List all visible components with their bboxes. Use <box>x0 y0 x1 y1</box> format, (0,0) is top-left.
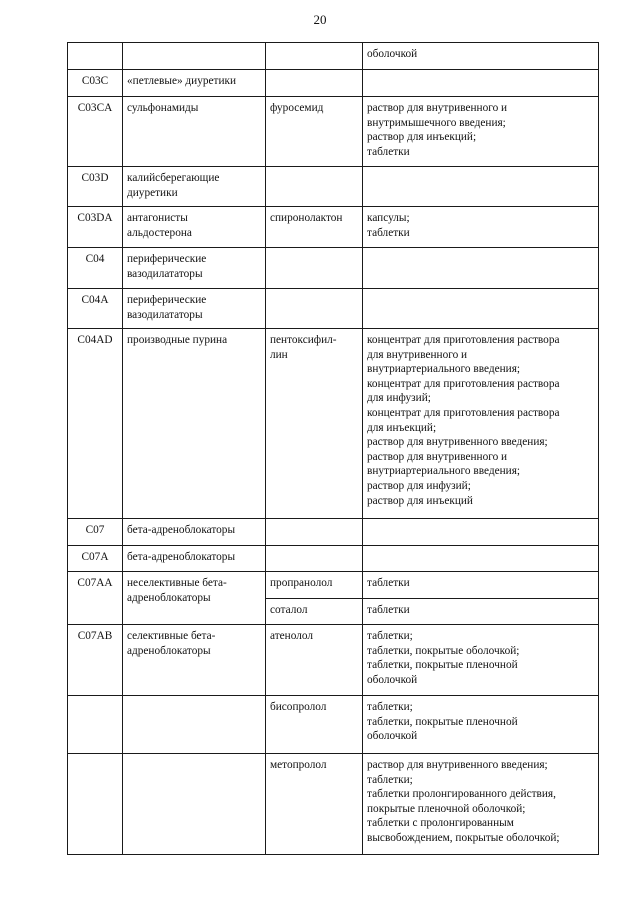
atc-code-cell: C04AD <box>68 329 123 519</box>
table-row <box>68 248 599 289</box>
dosage-form-cell: раствор для внутривенного введения; таблетки; таблетки пролонгированного действия, покрытые пленочной оболочкой; таблетки с пролонгированным высвобождением, покрытые оболочкой; <box>363 754 599 855</box>
dosage-form-cell: таблетки; таблетки, покрытые оболочкой; таблетки, покрытые пленочной оболочкой <box>363 625 599 696</box>
page-number: 20 <box>313 12 327 27</box>
table-row <box>68 625 599 696</box>
group-name-cell: селективные бета- адреноблокаторы <box>123 625 266 696</box>
drug-name-cell: спиронолактон <box>266 207 363 248</box>
table-row <box>68 70 599 97</box>
drug-name-cell <box>266 167 363 207</box>
medication-table <box>67 42 599 855</box>
group-name-cell: неселективные бета- адреноблокаторы <box>123 572 266 625</box>
drug-name-cell <box>266 519 363 546</box>
table-row <box>68 572 599 599</box>
drug-name-cell: соталол <box>266 599 363 625</box>
table-row <box>68 207 599 248</box>
dosage-form-cell: капсулы; таблетки <box>363 207 599 248</box>
dosage-form-cell: таблетки <box>363 599 599 625</box>
dosage-form-cell: раствор для внутривенного и внутримышечного введения; раствор для инъекций; таблетки <box>363 97 599 167</box>
atc-code-cell: C07A <box>68 546 123 572</box>
dosage-form-cell <box>363 248 599 289</box>
group-name-cell: бета-адреноблокаторы <box>123 546 266 572</box>
group-name-cell <box>123 43 266 70</box>
table-row <box>68 546 599 572</box>
dosage-form-cell: таблетки <box>363 572 599 599</box>
dosage-form-cell <box>363 70 599 97</box>
dosage-form-cell <box>363 167 599 207</box>
dosage-form-cell: концентрат для приготовления раствора для внутривенного и внутриартериального введения; концентрат для приготовления раствора для инфузий; концентрат для приготовления раствора для инъекций; раствор для внутривенного введения; раствор для внутривенного и внутриартериального введения; раствор для инфузий; раствор для инъекций <box>363 329 599 519</box>
atc-code-cell: C04 <box>68 248 123 289</box>
group-name-cell: периферические вазодилататоры <box>123 248 266 289</box>
table-row <box>68 167 599 207</box>
table-row <box>68 43 599 70</box>
drug-name-cell: атенолол <box>266 625 363 696</box>
table-row <box>68 289 599 329</box>
dosage-form-cell: оболочкой <box>363 43 599 70</box>
drug-name-cell <box>266 546 363 572</box>
atc-code-cell: C07 <box>68 519 123 546</box>
atc-code-cell: C07AB <box>68 625 123 696</box>
dosage-form-cell <box>363 289 599 329</box>
atc-code-cell: C03DA <box>68 207 123 248</box>
atc-code-cell: C03D <box>68 167 123 207</box>
table-row <box>68 329 599 519</box>
group-name-cell: бета-адреноблокаторы <box>123 519 266 546</box>
group-name-cell: периферические вазодилататоры <box>123 289 266 329</box>
atc-code-cell: C04A <box>68 289 123 329</box>
drug-name-cell: пропранолол <box>266 572 363 599</box>
dosage-form-cell: таблетки; таблетки, покрытые пленочной оболочкой <box>363 696 599 754</box>
atc-code-cell: C03C <box>68 70 123 97</box>
group-name-cell: производные пурина <box>123 329 266 519</box>
dosage-form-cell <box>363 546 599 572</box>
group-name-cell: сульфонамиды <box>123 97 266 167</box>
drug-name-cell <box>266 289 363 329</box>
group-name-cell <box>123 754 266 855</box>
table-row <box>68 696 599 754</box>
group-name-cell <box>123 696 266 754</box>
dosage-form-cell <box>363 519 599 546</box>
drug-name-cell <box>266 70 363 97</box>
drug-name-cell: метопролол <box>266 754 363 855</box>
atc-code-cell <box>68 754 123 855</box>
group-name-cell: антагонисты альдостерона <box>123 207 266 248</box>
atc-code-cell: C03CA <box>68 97 123 167</box>
table-row <box>68 519 599 546</box>
table-row <box>68 754 599 855</box>
drug-name-cell: бисопролол <box>266 696 363 754</box>
atc-code-cell <box>68 43 123 70</box>
group-name-cell: калийсберегающие диуретики <box>123 167 266 207</box>
drug-name-cell: пентоксифил- лин <box>266 329 363 519</box>
drug-name-cell <box>266 248 363 289</box>
atc-code-cell: C07AA <box>68 572 123 625</box>
drug-name-cell <box>266 43 363 70</box>
table-row <box>68 97 599 167</box>
atc-code-cell <box>68 696 123 754</box>
group-name-cell: «петлевые» диуретики <box>123 70 266 97</box>
drug-name-cell: фуросемид <box>266 97 363 167</box>
